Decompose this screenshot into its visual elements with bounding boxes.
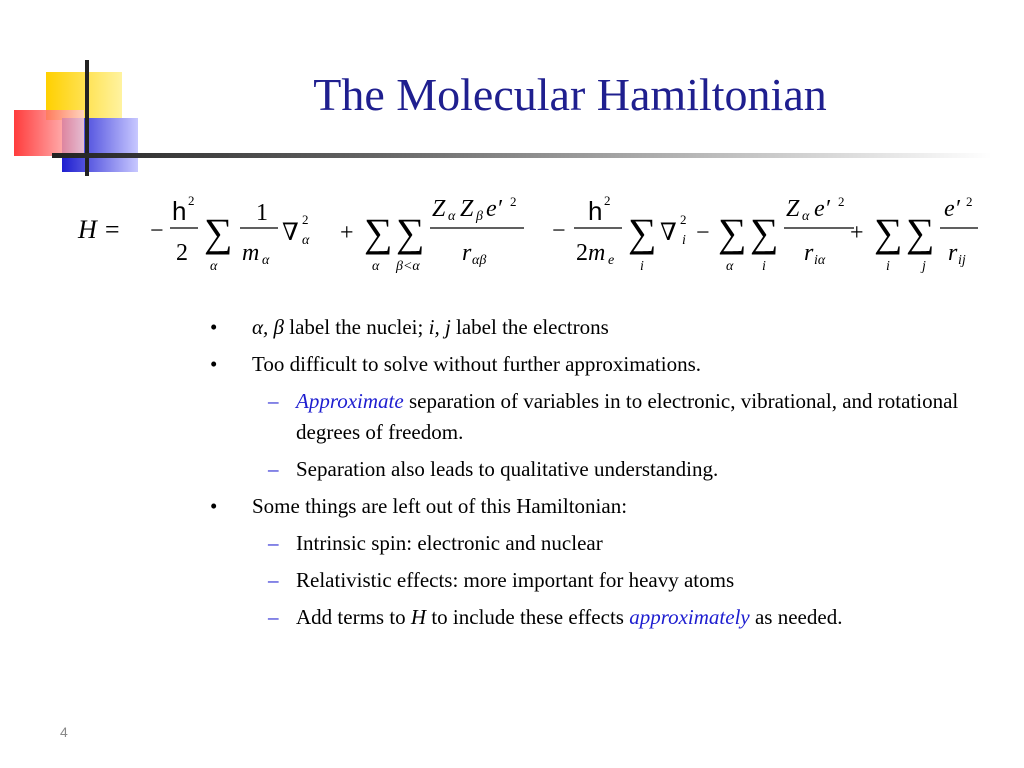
bullet-text: as needed. (749, 605, 843, 629)
bullet-marker: • (210, 315, 218, 339)
equation-symbol: h (172, 196, 187, 226)
equation-symbol: Z (460, 196, 474, 222)
equation-symbol: 2 (510, 194, 517, 209)
bullet-text: Too difficult to solve without further approximations. (252, 352, 701, 376)
equation-symbol: i (640, 259, 644, 274)
bullet-item (210, 491, 970, 522)
equation-symbol: h (588, 196, 603, 226)
bullet-text: label the nuclei; (283, 315, 429, 339)
dash-marker: – (268, 605, 279, 629)
equation-symbol: 2 (576, 240, 588, 266)
bullet-marker: • (210, 494, 218, 518)
equation-symbol: 2 (176, 240, 188, 266)
equation-symbol: r (804, 240, 814, 266)
equation-symbol: m (242, 240, 260, 266)
equation-symbol: iα (814, 253, 826, 268)
bullet-item (210, 349, 970, 380)
equation-symbol: 2 (838, 194, 845, 209)
equation-symbol: ∇ (660, 220, 677, 246)
equation-symbol: i (762, 259, 766, 274)
equation-symbol: α (726, 259, 734, 274)
bullet-text: Intrinsic spin: electronic and nuclear (296, 531, 603, 555)
title-underline (52, 153, 992, 158)
equation-symbol: + (850, 220, 864, 246)
equation-symbol: 2 (302, 212, 309, 227)
equation-symbol: 2 (188, 193, 195, 208)
equation-symbol: ∑ (874, 210, 903, 255)
equation-symbol: 1 (256, 200, 268, 226)
equation-symbol: β<α (396, 259, 420, 274)
equation-symbol: r (462, 240, 472, 266)
equation-symbol: ∑ (718, 210, 747, 255)
equation-symbol: e′ (486, 196, 502, 222)
bullet-text: approximately (629, 605, 750, 629)
sub-bullet-item (210, 565, 970, 596)
slide-title: The Molecular Hamiltonian (313, 69, 827, 120)
bullet-item (210, 312, 970, 343)
equation-symbol: ∑ (364, 210, 393, 255)
equation-symbol: β (476, 209, 483, 224)
equation-symbol: i (886, 259, 890, 274)
equation-symbol: α (802, 209, 810, 224)
dash-marker: – (268, 457, 279, 481)
equation-symbol: α (448, 209, 456, 224)
bullet-text: α, β (252, 315, 284, 339)
equation-symbol: Z (786, 196, 800, 222)
bullet-text: Add terms to (296, 605, 411, 629)
equation-symbol: Z (432, 196, 446, 222)
equation-symbol: α (302, 233, 310, 248)
equation-symbol: ∑ (628, 210, 657, 255)
equation-symbol: α (262, 253, 270, 268)
bullet-text: H (410, 605, 427, 629)
equation-symbol: ∑ (750, 210, 779, 255)
bullet-text: Separation also leads to qualitative understanding. (296, 457, 719, 481)
bullet-text: i, j (428, 315, 451, 339)
equation-symbol: 2 (680, 212, 687, 227)
bullet-list (210, 312, 970, 639)
equation-symbol: − (696, 220, 710, 246)
equation-symbol: e (608, 253, 615, 268)
page-number: 4 (60, 724, 68, 740)
equation-symbol: + (340, 220, 354, 246)
sub-bullet-item (210, 528, 970, 559)
bullet-text: Some things are left out of this Hamiltonian: (252, 494, 628, 518)
bullet-text: to include these effects (426, 605, 630, 629)
equation-symbol: 2 (966, 194, 973, 209)
equation-symbol: ∑ (396, 210, 425, 255)
equation-symbol: j (922, 259, 926, 274)
sub-bullet-item (210, 454, 970, 485)
equation-symbol: 2 (604, 193, 611, 208)
equation-symbol: m (588, 240, 606, 266)
dash-marker: – (268, 568, 279, 592)
equation-symbol: α (210, 259, 218, 274)
equation-graphic (70, 188, 1000, 278)
equation-symbol: − (150, 218, 164, 244)
equation-symbol: α (372, 259, 380, 274)
equation-symbol: ∑ (906, 210, 935, 255)
equation-symbol: e′ (944, 196, 960, 222)
dash-marker: – (268, 389, 279, 413)
equation-symbol: ij (958, 253, 966, 268)
sub-bullet-item (210, 602, 970, 633)
bullet-text: separation of variables in to electronic, vibrational, and rotational degrees of freedom. (296, 389, 959, 444)
equation-symbol: αβ (472, 253, 487, 268)
sub-bullet-item (210, 386, 970, 448)
equation-symbol: r (948, 240, 958, 266)
bullet-text: Relativistic effects: more important for heavy atoms (296, 568, 735, 592)
equation-symbol: e′ (814, 196, 830, 222)
bullet-text: Approximate (296, 389, 404, 413)
dash-marker: – (268, 531, 279, 555)
hamiltonian-equation (70, 188, 1000, 278)
bullet-marker: • (210, 352, 218, 376)
equation-symbol: − (552, 218, 566, 244)
equation-symbol: ∇ (282, 220, 299, 246)
equation-symbol: ∑ (204, 210, 233, 255)
equation-symbol: H = (78, 215, 121, 244)
equation-symbol: i (682, 233, 686, 248)
bullet-text: label the electrons (450, 315, 609, 339)
